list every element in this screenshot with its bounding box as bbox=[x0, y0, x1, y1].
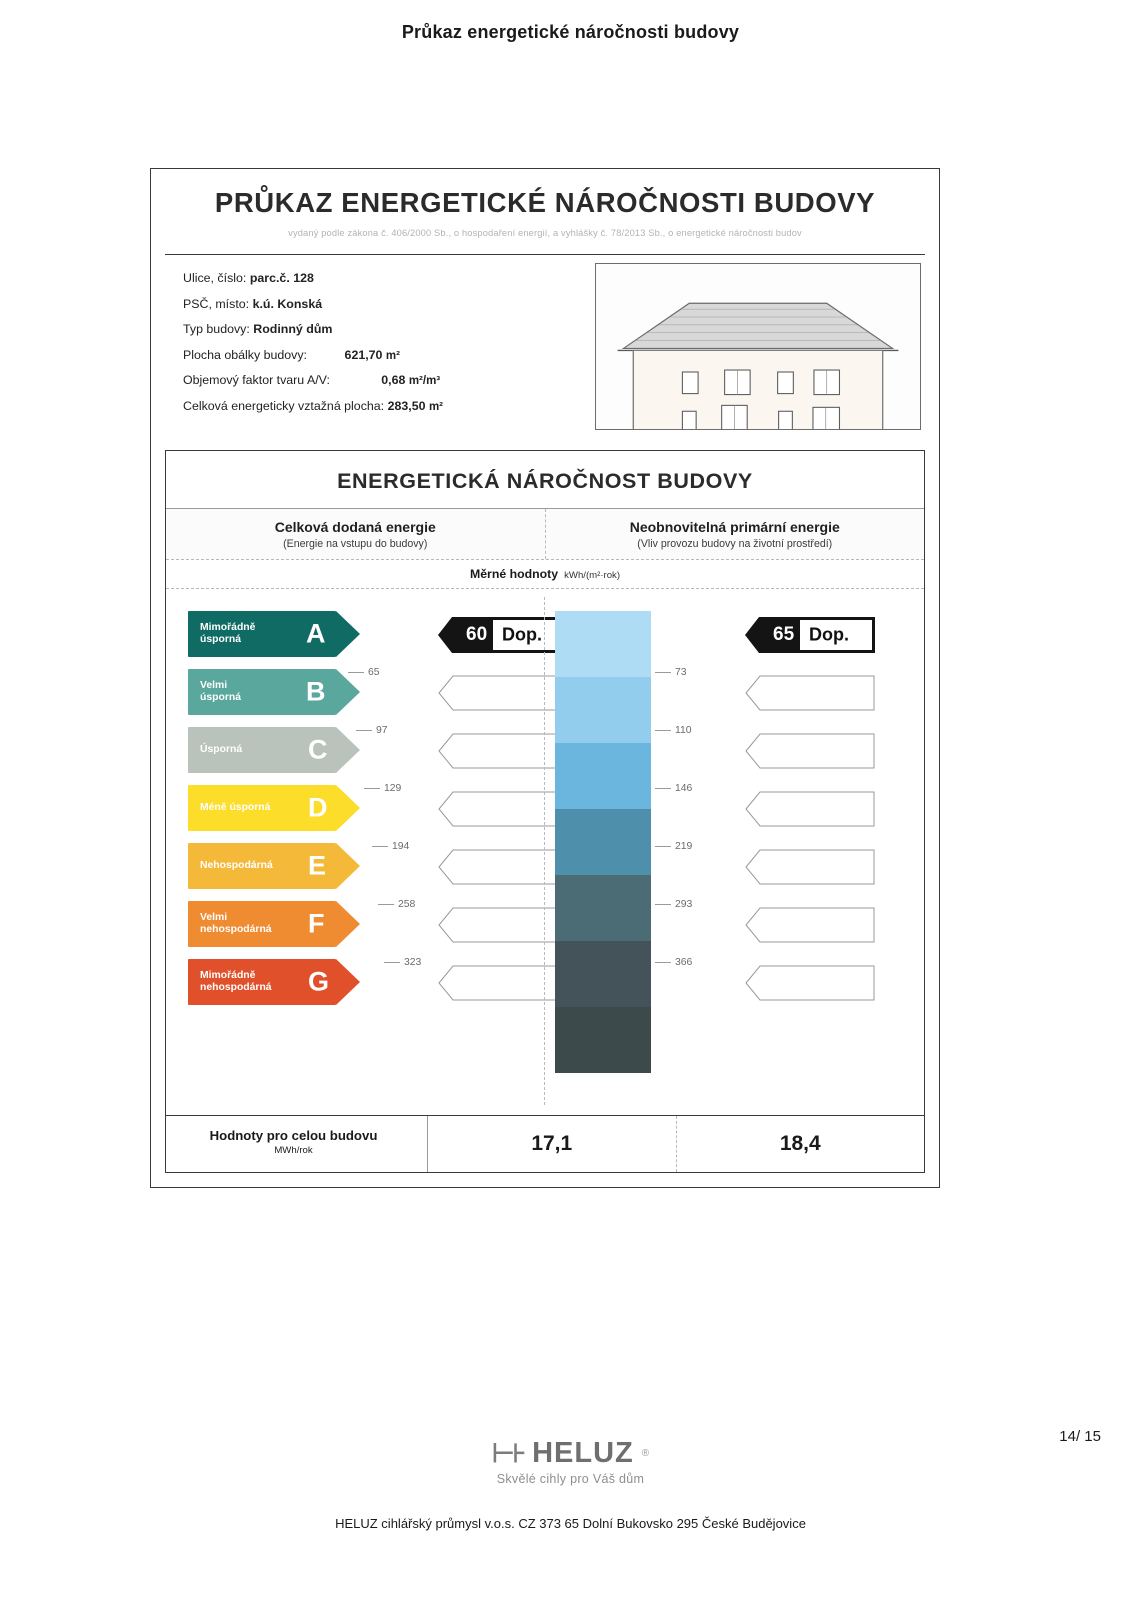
primary-band-a bbox=[555, 611, 651, 677]
footer-logo bbox=[0, 1437, 1141, 1486]
ident-row-zip bbox=[183, 297, 595, 311]
column-header-primary bbox=[546, 509, 925, 559]
left-tick-2: 129 bbox=[364, 783, 401, 794]
empty-arrow-c-right bbox=[745, 733, 875, 769]
logo-text: HELUZ bbox=[532, 1437, 634, 1469]
totals-value-delivered: 17,1 bbox=[428, 1116, 677, 1172]
right-tick-4: 293 bbox=[655, 899, 692, 910]
class-name-g-line2: nehospodárná bbox=[200, 982, 272, 993]
column-header-delivered bbox=[166, 509, 546, 559]
specific-values-units: kWh/(m²·rok) bbox=[564, 570, 621, 581]
class-letter-g: G bbox=[308, 966, 330, 997]
class-letter-c: C bbox=[308, 734, 328, 765]
result-label-primary: Dop. bbox=[809, 624, 849, 645]
totals-label-line2: MWh/rok bbox=[274, 1145, 313, 1156]
identification-list bbox=[165, 255, 595, 438]
energy-scales bbox=[166, 589, 924, 1115]
specific-values-row bbox=[166, 560, 924, 589]
class-letter-f: F bbox=[308, 908, 325, 939]
primary-color-stack bbox=[555, 611, 651, 1073]
ident-row-street bbox=[183, 271, 595, 285]
class-name-f-line2: nehospodárná bbox=[200, 924, 272, 935]
result-label-delivered: Dop. bbox=[502, 624, 542, 645]
totals-row bbox=[166, 1115, 924, 1172]
empty-arrow-f-right bbox=[745, 907, 875, 943]
ident-label-street: Ulice, číslo: bbox=[183, 271, 247, 285]
right-tick-2: 146 bbox=[655, 783, 692, 794]
ident-value-street: parc.č. 128 bbox=[249, 271, 314, 285]
empty-arrow-row-g-right bbox=[745, 965, 875, 1001]
left-tick-1: 97 bbox=[356, 725, 388, 736]
heluz-mark-icon: ⊢⊦ bbox=[491, 1438, 525, 1468]
ident-unit-envelopearea: m² bbox=[385, 349, 400, 362]
specific-values-label: Měrné hodnoty bbox=[469, 567, 559, 581]
ident-label-referencearea: Celková energeticky vztažná plocha: bbox=[183, 398, 385, 413]
ident-row-shapefactor bbox=[183, 373, 595, 387]
primary-band-e bbox=[555, 875, 651, 941]
ident-label-shapefactor: Objemový faktor tvaru A/V: bbox=[183, 373, 330, 387]
registered-trademark-icon: ® bbox=[641, 1448, 650, 1459]
ident-value-buildingtype: Rodinný dům bbox=[253, 322, 333, 336]
class-letter-e: E bbox=[308, 850, 327, 881]
energy-heading: ENERGETICKÁ NÁROČNOST BUDOVY bbox=[337, 469, 753, 493]
right-tick-3: 219 bbox=[655, 841, 692, 852]
left-tick-5: 323 bbox=[384, 957, 421, 968]
ident-value-referencearea: 283,50 bbox=[387, 398, 426, 413]
class-name-e bbox=[188, 860, 273, 872]
class-name-b-line2: úsporná bbox=[200, 692, 241, 703]
energy-certificate bbox=[150, 168, 940, 1188]
column-title-delivered: Celková dodaná energie bbox=[274, 519, 436, 535]
class-name-c-line1: Úsporná bbox=[200, 744, 243, 756]
class-name-e-line1: Nehospodárná bbox=[200, 860, 273, 872]
primary-band-d bbox=[555, 809, 651, 875]
class-name-a bbox=[188, 622, 255, 646]
empty-arrow-row-b-right bbox=[745, 675, 875, 711]
page-title: Průkaz energetické náročnosti budovy bbox=[401, 22, 740, 42]
ident-value-zip: k.ú. Konská bbox=[252, 296, 323, 311]
left-tick-4: 258 bbox=[378, 899, 415, 910]
column-subtitle-delivered: (Energie na vstupu do budovy) bbox=[283, 538, 428, 550]
class-name-f-line1: Velmi bbox=[200, 912, 228, 924]
class-arrow-f bbox=[188, 901, 403, 947]
empty-arrow-row-c-right bbox=[745, 733, 875, 769]
certificate-heading: PRŮKAZ ENERGETICKÉ NÁROČNOSTI BUDOVY bbox=[214, 187, 876, 218]
identification-block bbox=[165, 254, 925, 438]
totals-value-primary: 18,4 bbox=[779, 1132, 821, 1155]
ident-row-envelopearea bbox=[183, 348, 595, 362]
class-letter-b: B bbox=[306, 676, 326, 707]
empty-arrow-row-e-right bbox=[745, 849, 875, 885]
empty-arrow-e-right bbox=[745, 849, 875, 885]
right-tick-5: 366 bbox=[655, 957, 692, 968]
class-name-g bbox=[188, 970, 272, 994]
class-arrow-a bbox=[188, 611, 403, 657]
primary-band-g bbox=[555, 1007, 651, 1073]
class-letter-d: D bbox=[308, 792, 328, 823]
right-tick-0: 73 bbox=[655, 667, 687, 678]
class-name-c bbox=[188, 744, 242, 756]
class-name-d-line1: Méně úsporná bbox=[200, 802, 271, 814]
class-name-d bbox=[188, 802, 270, 814]
class-name-a-line2: úsporná bbox=[200, 634, 241, 645]
class-name-b-line1: Velmi bbox=[200, 680, 228, 692]
logo-slogan: Skvělé cihly pro Váš dům bbox=[496, 1472, 645, 1486]
class-arrow-e bbox=[188, 843, 403, 889]
primary-band-b bbox=[555, 677, 651, 743]
certificate-legal-note: vydaný podle zákona č. 406/2000 Sb., o hospodaření energií, a vyhlášky č. 78/2013 Sb., o energetické náročnosti budov bbox=[288, 228, 802, 238]
right-tick-1: 110 bbox=[655, 725, 692, 736]
energy-performance-block bbox=[165, 450, 925, 1173]
class-name-f bbox=[188, 912, 272, 936]
empty-arrow-b-right bbox=[745, 675, 875, 711]
scale-column-primary bbox=[545, 605, 924, 1105]
result-value-delivered: 60 bbox=[466, 624, 488, 645]
ident-value-envelopearea: 621,70 bbox=[344, 347, 383, 362]
ident-unit-shapefactor: m²/m³ bbox=[408, 375, 441, 387]
building-illustration bbox=[595, 263, 921, 430]
result-value-primary: 65 bbox=[773, 624, 795, 645]
footer-address: HELUZ cihlářský průmysl v.o.s. CZ 373 65 Dolní Bukovsko 295 České Budějovice bbox=[335, 1516, 806, 1531]
ident-label-zip: PSČ, místo: bbox=[183, 296, 250, 311]
column-subtitle-primary: (Vliv provozu budovy na životní prostředí) bbox=[637, 538, 833, 550]
house-drawing-icon bbox=[596, 264, 920, 430]
ident-label-buildingtype: Typ budovy: bbox=[183, 322, 250, 336]
empty-arrow-d-right bbox=[745, 791, 875, 827]
primary-band-c bbox=[555, 743, 651, 809]
energy-column-headers bbox=[166, 508, 924, 560]
class-name-a-line1: Mimořádně bbox=[200, 622, 256, 634]
certificate-header bbox=[151, 169, 939, 244]
ident-value-shapefactor: 0,68 bbox=[381, 373, 406, 387]
ident-label-envelopearea: Plocha obálky budovy: bbox=[183, 347, 307, 362]
ident-row-buildingtype bbox=[183, 322, 595, 336]
empty-arrow-row-f-right bbox=[745, 907, 875, 943]
class-letter-a: A bbox=[306, 618, 326, 649]
ident-unit-referencearea: m² bbox=[428, 400, 443, 413]
totals-label-cell bbox=[166, 1116, 428, 1172]
left-tick-0: 65 bbox=[348, 667, 380, 678]
empty-arrow-row-d-right bbox=[745, 791, 875, 827]
result-badge-primary bbox=[745, 617, 875, 653]
primary-band-f bbox=[555, 941, 651, 1007]
class-arrow-g bbox=[188, 959, 403, 1005]
ident-row-referencearea bbox=[183, 399, 595, 413]
class-name-g-line1: Mimořádně bbox=[200, 970, 256, 982]
scale-column-delivered bbox=[166, 605, 545, 1105]
empty-arrow-g-right bbox=[745, 965, 875, 1001]
class-name-b bbox=[188, 680, 241, 704]
totals-label-line1: Hodnoty pro celou budovu bbox=[209, 1128, 378, 1143]
logo-line bbox=[492, 1437, 649, 1470]
column-title-primary: Neobnovitelná primární energie bbox=[629, 519, 840, 535]
page-number: 14/ 15 bbox=[1059, 1428, 1101, 1445]
left-tick-3: 194 bbox=[372, 841, 409, 852]
